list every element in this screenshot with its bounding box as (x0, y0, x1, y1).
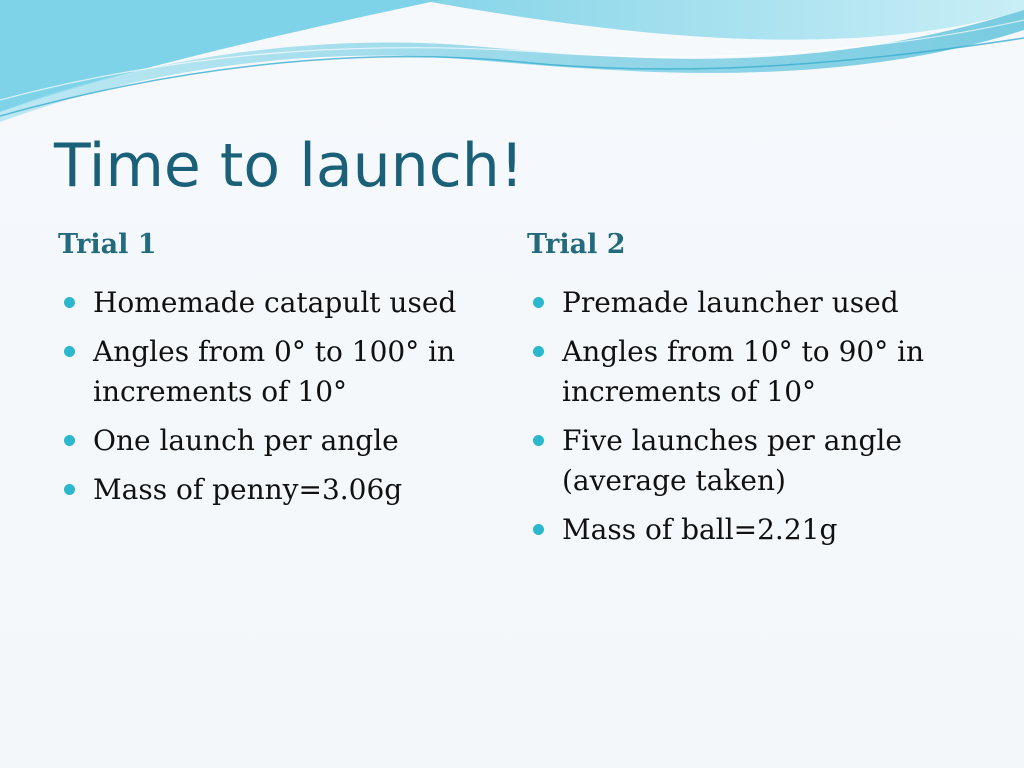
bullet-icon (64, 297, 75, 308)
list-item-text: Five launches per angle (average taken) (562, 424, 902, 497)
list-item-text: Mass of ball=2.21g (562, 513, 838, 546)
header-wave-decoration (0, 0, 1024, 130)
trial-2-heading: Trial 2 (527, 229, 626, 260)
trial-1-column (58, 228, 498, 519)
list-item (527, 332, 967, 412)
slide-title: Time to launch! (54, 131, 524, 201)
list-item (527, 283, 967, 323)
bullet-icon (533, 435, 544, 446)
list-item (58, 470, 498, 510)
list-item-text: One launch per angle (93, 424, 399, 457)
bullet-icon (64, 435, 75, 446)
list-item-text: Mass of penny=3.06g (93, 473, 403, 506)
list-item (58, 332, 498, 412)
list-item (527, 421, 967, 501)
list-item-text: Premade launcher used (562, 286, 899, 319)
trial-1-list (58, 283, 498, 510)
bullet-icon (533, 346, 544, 357)
bullet-icon (64, 484, 75, 495)
bullet-icon (533, 524, 544, 535)
list-item-text: Angles from 10° to 90° in increments of 10° (562, 335, 925, 408)
bullet-icon (64, 346, 75, 357)
list-item (527, 510, 967, 550)
list-item (58, 283, 498, 323)
bullet-icon (533, 297, 544, 308)
list-item (58, 421, 498, 461)
list-item-text: Homemade catapult used (93, 286, 457, 319)
trial-1-heading: Trial 1 (58, 229, 157, 260)
trial-2-list (527, 283, 967, 550)
list-item-text: Angles from 0° to 100° in increments of 10° (93, 335, 456, 408)
trial-2-column (527, 228, 967, 559)
